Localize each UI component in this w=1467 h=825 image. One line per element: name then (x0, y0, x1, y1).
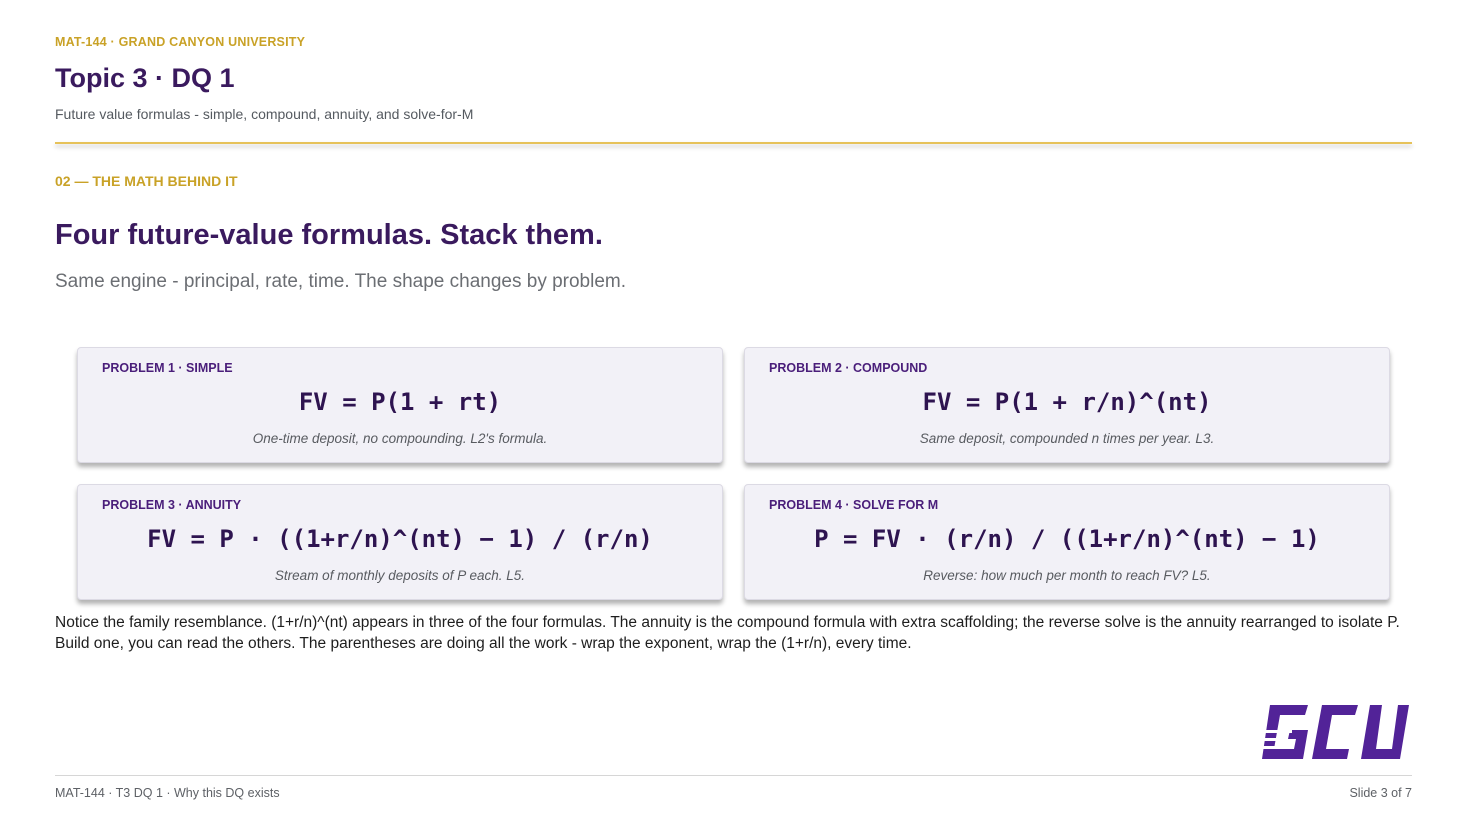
page-title: Topic 3 · DQ 1 (55, 63, 235, 93)
page-subtitle: Future value formulas - simple, compound, annuity, and solve-for-M (55, 106, 474, 122)
card-label: PROBLEM 1 · SIMPLE (102, 361, 233, 375)
card-formula: P = FV · (r/n) / ((1+r/n)^(nt) − 1) (814, 525, 1320, 553)
formula-card-annuity (77, 484, 723, 600)
formula-card-solve-for-m (744, 484, 1390, 600)
course-kicker: MAT-144 · GRAND CANYON UNIVERSITY (55, 35, 306, 49)
formula-card-simple (77, 347, 723, 463)
section-headline: Four future-value formulas. Stack them. (55, 219, 603, 251)
card-formula: FV = P(1 + r/n)^(nt) (922, 388, 1212, 416)
footer-divider (55, 775, 1412, 776)
card-note: Stream of monthly deposits of P each. L5. (274, 568, 526, 583)
card-note: Same deposit, compounded n times per year. L3. (919, 431, 1215, 446)
card-formula: FV = P(1 + rt) (298, 388, 502, 416)
card-note: Reverse: how much per month to reach FV? L5. (923, 568, 1211, 583)
card-note: One-time deposit, no compounding. L2's formula. (252, 431, 548, 446)
slide-counter: Slide 3 of 7 (1349, 786, 1412, 800)
gcu-logo (1258, 703, 1410, 761)
explanation-paragraph: Notice the family resemblance. (1+r/n)^(nt) appears in three of the four formulas. The annuity is the compound formula with extra scaffolding; the reverse solve is the annuity rearranged to isolate P. Build one, you can read the others. The parentheses are doing all the work - wrap the exponent, wrap the (1+r/n), every time. (55, 614, 1400, 652)
section-lead: Same engine - principal, rate, time. The shape changes by problem. (55, 271, 627, 292)
formula-card-compound (744, 347, 1390, 463)
card-label: PROBLEM 4 · SOLVE FOR M (769, 498, 939, 512)
card-label: PROBLEM 2 · COMPOUND (769, 361, 928, 375)
footer-caption: MAT-144 · T3 DQ 1 · Why this DQ exists (55, 786, 280, 800)
header-divider (55, 142, 1412, 144)
card-label: PROBLEM 3 · ANNUITY (102, 498, 242, 512)
section-label: 02 — THE MATH BEHIND IT (55, 173, 238, 189)
card-formula: FV = P · ((1+r/n)^(nt) − 1) / (r/n) (147, 525, 653, 553)
